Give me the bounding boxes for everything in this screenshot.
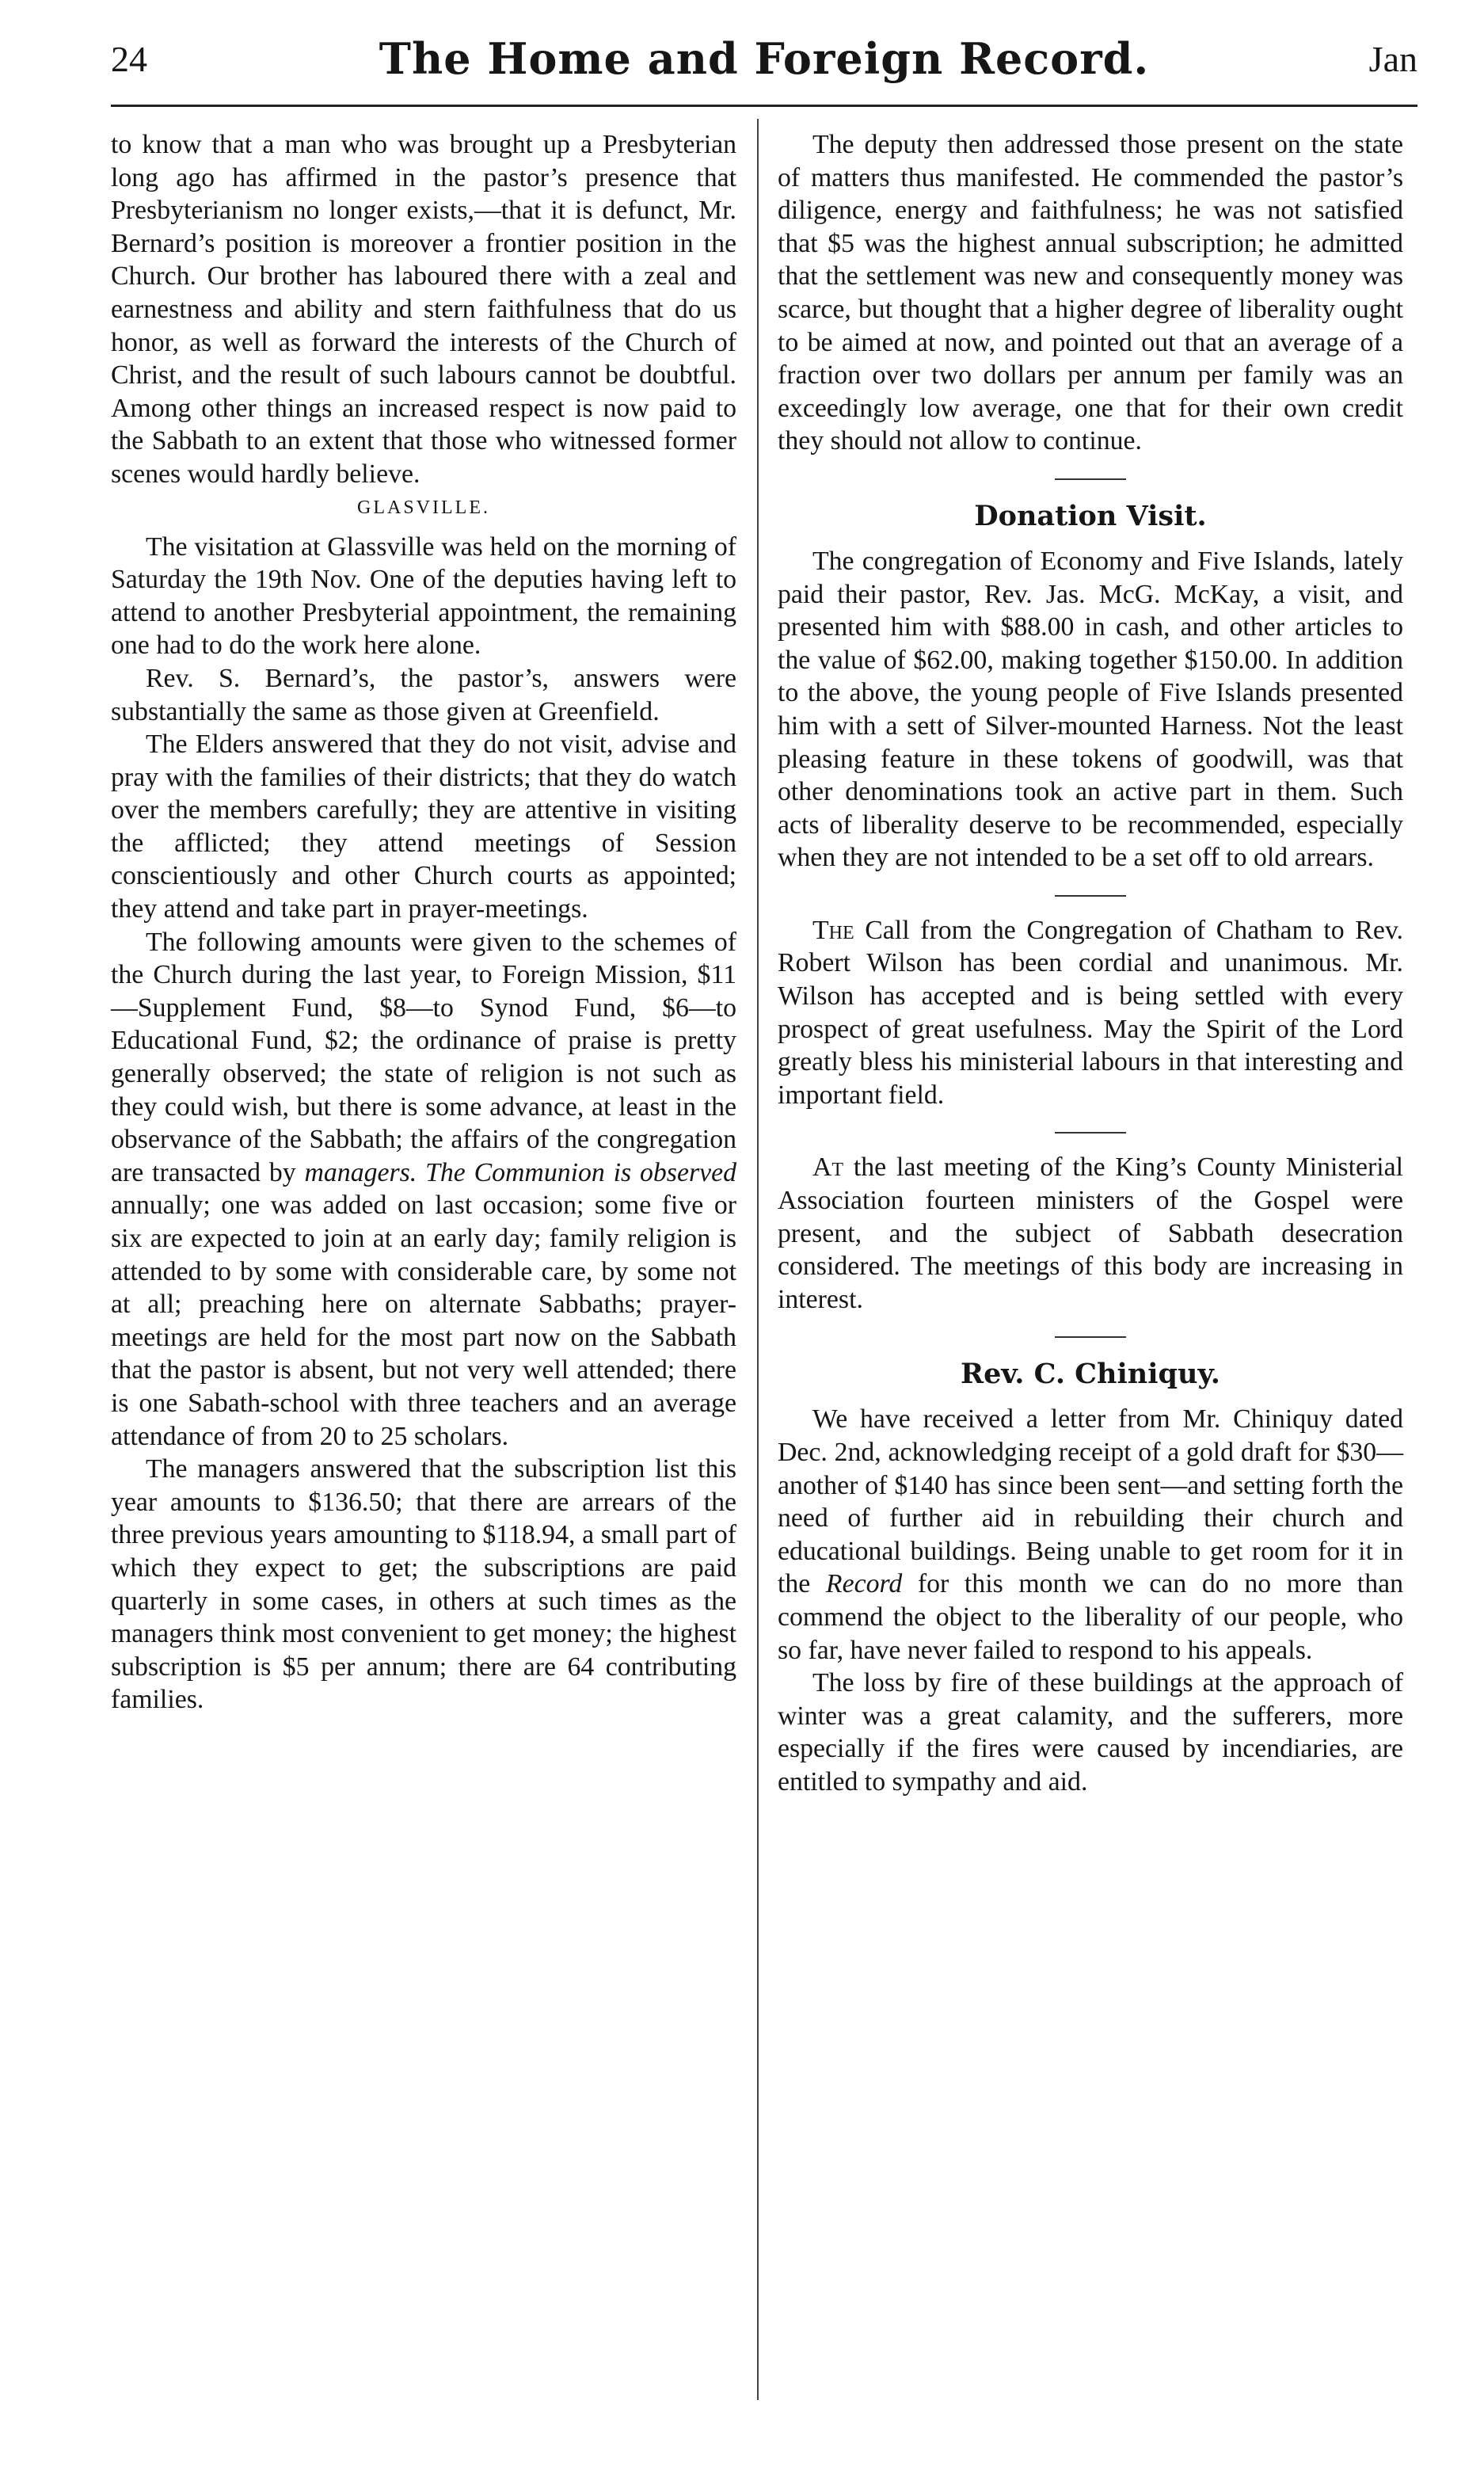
paragraph-chatham-call — [778, 914, 1403, 1112]
right-column — [778, 128, 1403, 1799]
paragraph-amounts — [111, 926, 736, 1454]
amounts-text-end: annually; one was added on last occasion; some five or six are expected to join at an early day; family religion is attended to by some with considerable care, by some not at all; preaching here on alternate Sabbaths; prayer-meetings are held for the most part now on the Sabbath that the pastor is absent, but not very well attended; there is one Sabath-school with three teachers and an average attendance of from 20 to 25 scholars. — [111, 1191, 736, 1451]
section-divider — [1055, 1132, 1126, 1134]
chatham-lead-word: The — [812, 915, 854, 945]
amounts-text-italic: managers. The Communion is observed — [304, 1157, 737, 1187]
chiniquy-text-italic: Record — [825, 1569, 903, 1599]
paragraph-continuation: to know that a man who was brought up a Presbyterian long ago has affirmed in the pastor’s presence that Presbyterianism no longer exists,—that it is defunct, Mr. Bernard’s position is moreover a frontier position in the Church. Our brother has laboured there with a zeal and earnestness and ability and stern faithfulness that do us honor, as well as forward the interests of the Church of Christ, and the result of such labours cannot be doubtful. Among other things an increased respect is now paid to the Sabbath to an extent that those who witnessed former scenes would hardly believe. — [111, 130, 736, 489]
chiniquy-text-end: for this month we can do no more than commend the object to the liberality of our people, who so far, have never failed to respond to his appeals. — [778, 1569, 1403, 1665]
association-text: the last meeting of the King’s County Ministerial Association fourteen ministers of the Gospel were present, and the subject of Sabbath desecration considered. The meetings of this body are increasing in interest. — [778, 1153, 1403, 1314]
journal-title: The Home and Foreign Record. — [379, 33, 1150, 84]
association-lead-word: At — [812, 1153, 844, 1183]
issue-month: Jan — [1368, 39, 1417, 79]
paragraph-pastor-answers: Rev. S. Bernard’s, the pastor’s, answers were substantially the same as those given at Greenfield. — [111, 663, 736, 726]
paragraph-chiniquy-letter — [778, 1403, 1403, 1667]
chatham-text: Call from the Congregation of Chatham to Rev. Robert Wilson has been cordial and unanimous. Mr. Wilson has accepted and is being settled with every prospect of great usefulness. May the Spirit of the Lord greatly bless his ministerial labours in that interesting and important field. — [778, 915, 1403, 1110]
paragraph-elders-answers: The Elders answered that they do not visit, advise and pray with the families of their districts; that they do watch over the members carefully; they are attentive in visiting the afflicted; they attend meetings of Session conscientiously and other Church courts as appointed; they attend and take part in prayer-meetings. — [111, 730, 736, 924]
section-divider — [1055, 1336, 1126, 1338]
glasville-heading: GLASVILLE. — [357, 497, 490, 518]
page-number: 24 — [111, 39, 147, 79]
section-divider — [1055, 478, 1126, 480]
amounts-text-start: The following amounts were given to the schemes of the Church during the last year, to Foreign Mission, $11—Supplement Fund, $8—to Synod Fund, $6—to Educational Fund, $2; the ordinance of praise is pretty generally observed; the state of religion is not such as they could wish, but there is some advance, at least in the observance of the Sabbath; the affairs of the congregation are transacted by — [111, 927, 736, 1187]
paragraph-fire-loss: The loss by fire of these buildings at the approach of winter was a great calamity, and the sufferers, more especially if the fires were caused by incendiaries, are entitled to sympathy and aid. — [778, 1668, 1403, 1796]
chiniquy-text-start: We have received a letter from Mr. Chiniquy dated Dec. 2nd, acknowledging receipt of a gold draft for $30—another of $140 has since been sent—and setting forth the need of further aid in rebuilding their church and educational buildings. Being unable to get room for it in the — [778, 1404, 1403, 1599]
left-column — [111, 128, 736, 1716]
paragraph-ministerial-association — [778, 1151, 1403, 1316]
donation-visit-heading: Donation Visit. — [974, 499, 1207, 532]
section-divider — [1055, 895, 1126, 897]
paragraph-deputy-address: The deputy then addressed those present on the state of matters thus manifested. He commended the pastor’s diligence, energy and faithfulness; he was not satisfied that $5 was the highest annual subscription; he admitted that the settlement was new and consequently money was scarce, but thought that a higher degree of liberality ought to be aimed at now, and pointed out that an average of a fraction over two dollars per annum per family was an exceedingly low average, one that for their own credit they should not allow to continue. — [778, 130, 1403, 456]
column-divider — [757, 119, 759, 2400]
paragraph-donation-visit: The congregation of Economy and Five Islands, lately paid their pastor, Rev. Jas. McG. McKay, a visit, and presented him with $88.00 in cash, and other articles to the value of $62.00, making together $150.00. In addition to the above, the young people of Five Islands presented him with a sett of Silver-mounted Harness. Not the least pleasing feature in these tokens of goodwill, was that other denominations took an active part in them. Such acts of liberality deserve to be recommended, especially when they are not intended to be a set off to old arrears. — [778, 546, 1403, 873]
paragraph-managers-answers: The managers answered that the subscription list this year amounts to $136.50; that there are arrears of the three previous years amounting to $118.94, a small part of which they expect to get; the subscriptions are paid quarterly in some cases, in others at such times as the managers think most convenient to get money; the highest subscription is $5 per annum; there are 64 contributing families. — [111, 1454, 736, 1715]
paragraph-visitation: The visitation at Glassville was held on the morning of Saturday the 19th Nov. One of the deputies having left to attend to another Presbyterial appointment, the remaining one had to do the work here alone. — [111, 532, 736, 661]
page-header — [111, 33, 1417, 97]
header-rule — [111, 105, 1417, 107]
chiniquy-heading: Rev. C. Chiniquy. — [961, 1358, 1220, 1391]
